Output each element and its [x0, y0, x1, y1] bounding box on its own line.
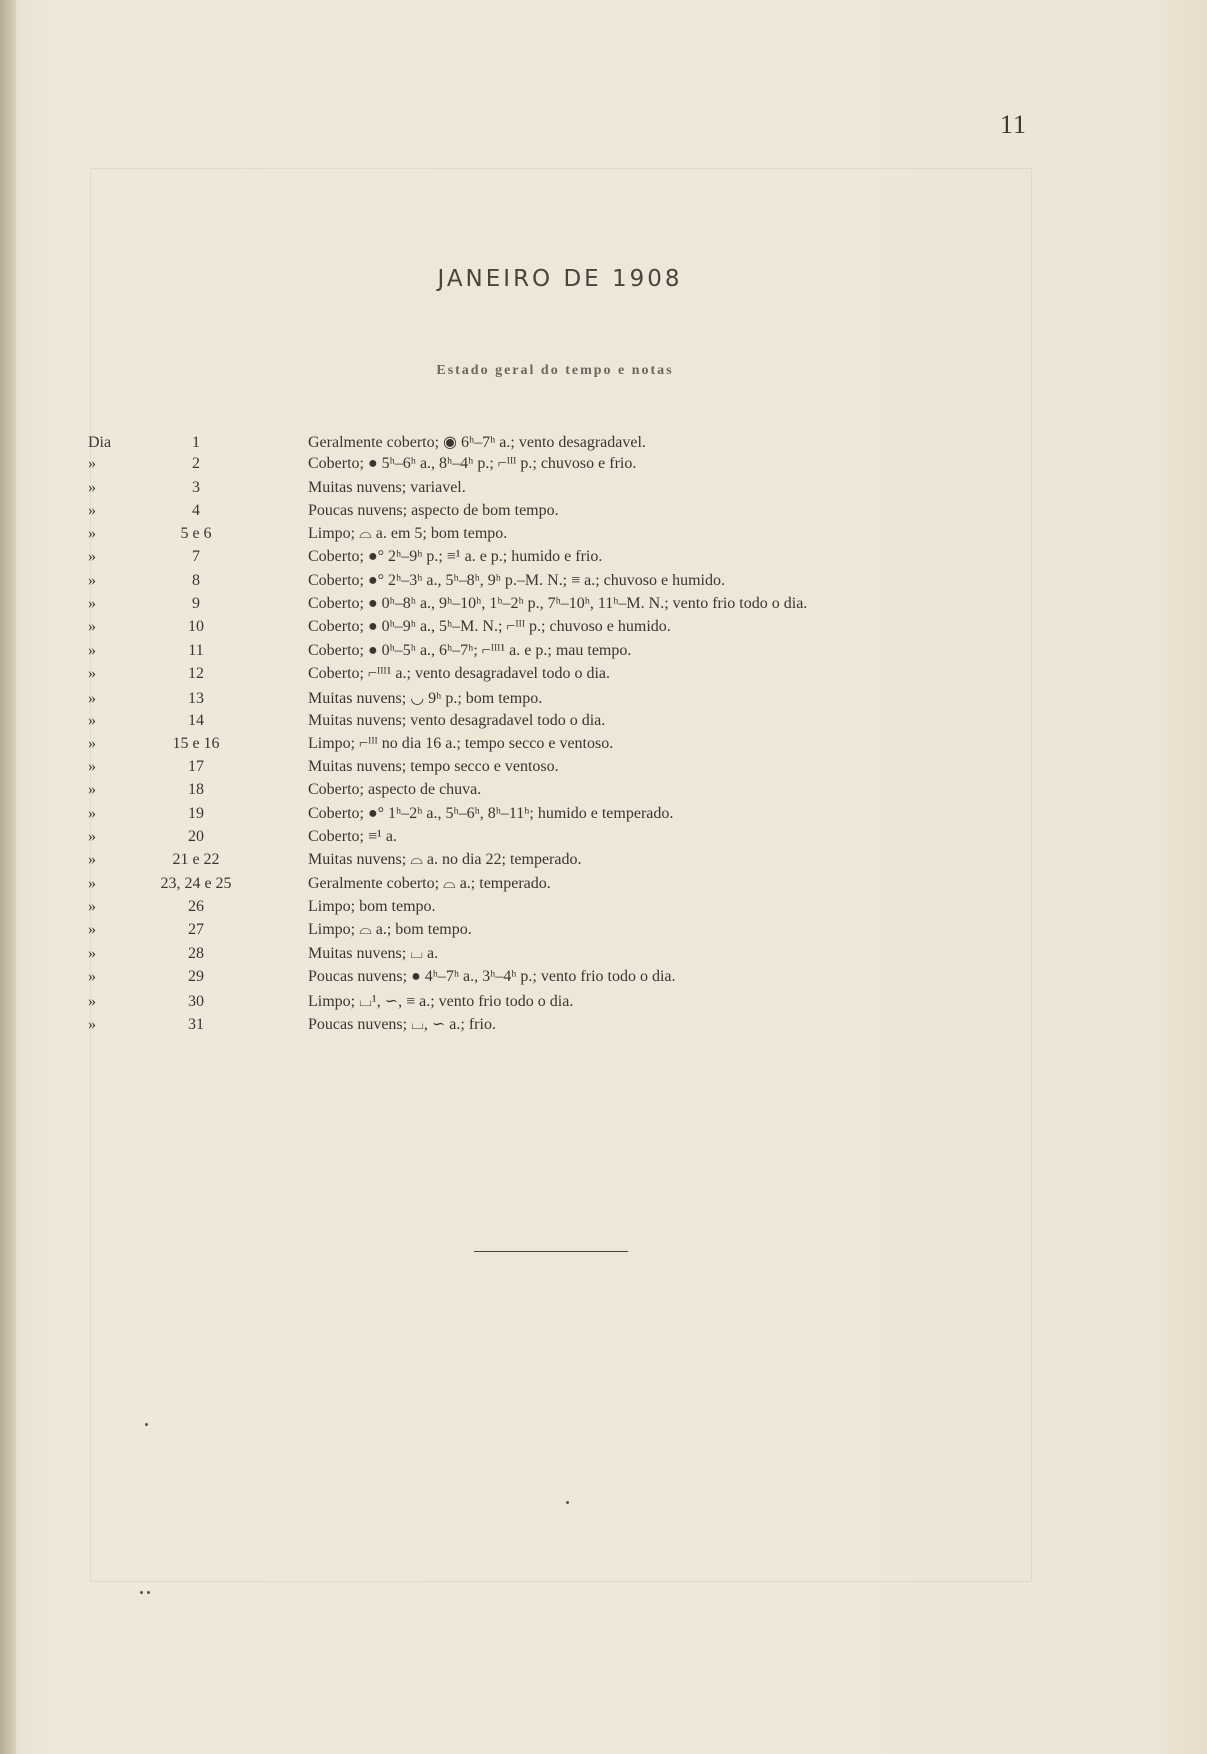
weather-note: Coberto; ●° 2ʰ–9ʰ p.; ≡¹ a. e p.; humido e frio.: [308, 548, 603, 566]
list-item: [80, 945, 880, 968]
day-number: 2: [192, 455, 200, 473]
ditto-marker: »: [88, 548, 96, 566]
list-item: [80, 828, 880, 851]
weather-note: Muitas nuvens; ◡ 9ʰ p.; bom tempo.: [308, 690, 543, 708]
list-item: [80, 898, 880, 921]
day-number: 10: [188, 618, 204, 636]
day-number: 5 e 6: [180, 525, 212, 543]
ditto-marker: »: [88, 664, 96, 682]
day-number: 31: [188, 1016, 204, 1034]
list-item: [80, 921, 880, 944]
list-item: [80, 455, 880, 478]
day-number: 21 e 22: [172, 851, 220, 869]
weather-note: Coberto; ≡¹ a.: [308, 828, 397, 846]
ditto-marker: »: [88, 734, 96, 752]
weather-note: Poucas nuvens; aspecto de bom tempo.: [308, 501, 559, 519]
weather-note: Coberto; aspecto de chuva.: [308, 781, 482, 799]
list-item: [80, 805, 880, 828]
ditto-marker: »: [88, 993, 96, 1011]
weather-note: Muitas nuvens; ⌴ a.: [308, 944, 439, 962]
ditto-marker: »: [88, 897, 96, 915]
ditto-marker: »: [88, 1016, 96, 1034]
day-number: 20: [188, 828, 204, 846]
list-item: [80, 688, 880, 711]
day-number: 1: [192, 434, 200, 451]
ditto-marker: »: [88, 501, 96, 519]
weather-note: Poucas nuvens; ⌴, ∽ a.; frio.: [308, 1016, 496, 1034]
list-item: [80, 991, 880, 1014]
day-number: 3: [192, 478, 200, 496]
list-item: [80, 525, 880, 548]
ditto-marker: »: [88, 851, 96, 869]
ditto-marker: »: [88, 781, 96, 799]
page-subtitle: Estado geral do tempo e notas: [436, 363, 674, 378]
list-item: [80, 479, 880, 502]
day-number: 29: [188, 967, 204, 985]
weather-note: Muitas nuvens; vento desagradavel todo o dia.: [308, 711, 606, 729]
ditto-marker: »: [88, 571, 96, 589]
day-number: 28: [188, 944, 204, 962]
weather-note: Coberto; ● 0ʰ–9ʰ a., 5ʰ–M. N.; ⌐ᴵᴵᴵ p.; chuvoso e humido.: [308, 618, 671, 636]
weather-note: Coberto; ⌐ᴵᴵᴵ¹ a.; vento desagradavel todo o dia.: [308, 664, 610, 682]
day-number: 27: [188, 921, 204, 939]
day-number: 14: [188, 711, 204, 729]
list-item: [80, 595, 880, 618]
day-number: 18: [188, 781, 204, 799]
weather-note: Geralmente coberto; ⌓ a.; temperado.: [308, 874, 551, 892]
list-item: [80, 432, 880, 455]
list-item: [80, 758, 880, 781]
day-number: 7: [192, 548, 200, 566]
ditto-marker: »: [88, 595, 96, 613]
weather-note: Limpo; ⌐ᴵᴵᴵ no dia 16 a.; tempo secco e ventoso.: [308, 734, 614, 752]
ditto-marker: »: [88, 828, 96, 846]
ditto-marker: »: [88, 874, 96, 892]
closing-rule: [474, 1251, 628, 1252]
weather-note: Coberto; ● 0ʰ–8ʰ a., 9ʰ–10ʰ, 1ʰ–2ʰ p., 7ʰ–10ʰ, 11ʰ–M. N.; vento frio todo o dia.: [308, 595, 808, 613]
weather-note: Muitas nuvens; ⌓ a. no dia 22; temperado.: [308, 851, 582, 869]
book-spine-shadow: [0, 0, 16, 1754]
weather-note: Limpo; ⌓ a. em 5; bom tempo.: [308, 525, 508, 543]
list-item: [80, 781, 880, 804]
day-number: 11: [188, 641, 204, 659]
weather-note: Coberto; ● 5ʰ–6ʰ a., 8ʰ–4ʰ p.; ⌐ᴵᴵᴵ p.; chuvoso e frio.: [308, 455, 637, 473]
day-number: 12: [188, 664, 204, 682]
weather-note: Muitas nuvens; tempo secco e ventoso.: [308, 758, 559, 776]
list-item: [80, 851, 880, 874]
ditto-marker: »: [88, 967, 96, 985]
list-item: [80, 712, 880, 735]
list-item: [80, 875, 880, 898]
ditto-marker: »: [88, 758, 96, 776]
day-number: 26: [188, 897, 204, 915]
weather-note: Coberto; ● 0ʰ–5ʰ a., 6ʰ–7ʰ; ⌐ᴵᴵᴵ¹ a. e p.; mau tempo.: [308, 641, 632, 659]
ditto-marker: »: [88, 455, 96, 473]
weather-note: Muitas nuvens; variavel.: [308, 478, 466, 496]
day-number: 19: [188, 804, 204, 822]
day-number: 15 e 16: [172, 734, 220, 752]
list-item: [80, 548, 880, 571]
weather-note: Poucas nuvens; ● 4ʰ–7ʰ a., 3ʰ–4ʰ p.; vento frio todo o dia.: [308, 967, 676, 985]
list-item: [80, 1014, 880, 1037]
paper-speck: [145, 1423, 148, 1426]
ditto-marker: »: [88, 478, 96, 496]
paper-speck: [566, 1501, 569, 1504]
weather-note: Limpo; ⌴¹, ∽, ≡ a.; vento frio todo o dia.: [308, 993, 574, 1011]
weather-note: Limpo; ⌓ a.; bom tempo.: [308, 921, 472, 939]
weather-note: Coberto; ●° 1ʰ–2ʰ a., 5ʰ–6ʰ, 8ʰ–11ʰ; humido e temperado.: [308, 804, 674, 822]
ditto-marker: »: [88, 804, 96, 822]
list-item: [80, 665, 880, 688]
day-number: 23, 24 e 25: [160, 874, 232, 892]
weather-note: Limpo; bom tempo.: [308, 897, 436, 915]
paper-speck: [147, 1591, 150, 1594]
day-number: 8: [192, 571, 200, 589]
ditto-marker: »: [88, 921, 96, 939]
ditto-marker: »: [88, 711, 96, 729]
page-number: 11: [999, 110, 1027, 139]
paper-speck: [140, 1591, 143, 1594]
weather-note: Geralmente coberto; ◉ 6ʰ–7ʰ a.; vento desagradavel.: [308, 434, 646, 451]
day-number: 13: [188, 690, 204, 708]
day-number: 9: [192, 595, 200, 613]
ditto-marker: »: [88, 618, 96, 636]
ditto-marker: »: [88, 944, 96, 962]
daily-weather-list: [80, 432, 880, 1038]
weather-note: Coberto; ●° 2ʰ–3ʰ a., 5ʰ–8ʰ, 9ʰ p.–M. N.; ≡ a.; chuvoso e humido.: [308, 571, 725, 589]
list-item: [80, 968, 880, 991]
ditto-marker: »: [88, 690, 96, 708]
ditto-marker: »: [88, 641, 96, 659]
page-title: JANEIRO DE 1908: [437, 266, 683, 292]
day-number: 4: [192, 501, 200, 519]
ditto-marker: Dia: [88, 434, 112, 451]
list-item: [80, 618, 880, 641]
day-number: 30: [188, 993, 204, 1011]
list-item: [80, 735, 880, 758]
list-item: [80, 572, 880, 595]
day-number: 17: [188, 758, 204, 776]
ditto-marker: »: [88, 525, 96, 543]
list-item: [80, 502, 880, 525]
list-item: [80, 642, 880, 665]
